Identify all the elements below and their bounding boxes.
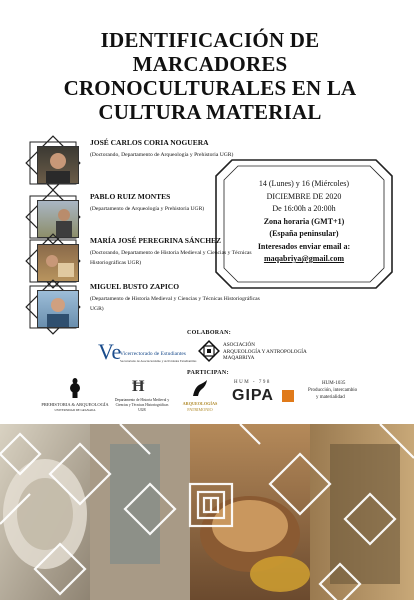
historia-line-2: Ciencias y Técnicas Historiográficas bbox=[115, 403, 169, 407]
hum1035-line-1: Producción, intercambio bbox=[308, 388, 358, 393]
arqueologias-text-2: PATRIMONIO bbox=[187, 407, 213, 412]
title-line-1: IDENTIFICACIÓN DE bbox=[100, 28, 320, 52]
speaker-dept: (Departamento de Arqueología y Prehistoria UGR) bbox=[90, 206, 205, 212]
speaker-name: MARÍA JOSÉ PEREGRINA SÁNCHEZ bbox=[90, 236, 222, 245]
event-info-box bbox=[214, 158, 394, 290]
colaboran-label: COLABORAN: bbox=[187, 330, 232, 336]
poster-title bbox=[40, 28, 380, 124]
archaeology-collage-banner bbox=[0, 424, 414, 600]
vicerrectorado-logo bbox=[98, 340, 198, 370]
title-line-4: CULTURA MATERIAL bbox=[98, 100, 322, 124]
vicerrectorado-subtext: Secretariado de Asociacionismo y Actividades Estudiantiles bbox=[120, 359, 197, 363]
event-timezone: Zona horaria (GMT+1) bbox=[263, 216, 345, 226]
asociacion-line-3: MAQABRIYA bbox=[223, 355, 255, 361]
speaker-name: JOSÉ CARLOS CORIA NOGUERA bbox=[90, 138, 209, 147]
prehistoria-text: PREHISTORIA & ARQUEOLOGÍA bbox=[41, 402, 109, 407]
event-month: DICIEMBRE DE 2020 bbox=[266, 191, 342, 201]
historia-line-1: Departamento de Historia Medieval y bbox=[114, 398, 170, 402]
hum798-text: HUM - 798 bbox=[234, 380, 271, 385]
hum1035-line-2: y materialidad bbox=[316, 395, 345, 400]
event-dates: 14 (Lunes) y 16 (Miércoles) bbox=[258, 179, 350, 188]
email-label: Interesados enviar email a: bbox=[257, 241, 351, 251]
speaker-dept: (Doctorando, Departamento de Arqueología y Prehistoria UGR) bbox=[90, 152, 234, 158]
historia-medieval-logo bbox=[107, 378, 177, 418]
speaker-photo bbox=[37, 146, 79, 184]
hum1035-code: HUM-1035 bbox=[322, 381, 346, 386]
asociacion-line-1: ASOCIACIÓN bbox=[223, 342, 255, 348]
collage-image-icon bbox=[0, 424, 414, 600]
arqueologias-text-1: ARQUEOLOGÍAS bbox=[182, 401, 218, 406]
speaker-name: PABLO RUIZ MONTES bbox=[90, 192, 171, 201]
prehistoria-logo bbox=[40, 378, 110, 414]
asociacion-line-2: ARQUEOLOGÍA Y ANTROPOLOGÍA bbox=[223, 348, 307, 355]
arqueologias-logo bbox=[176, 378, 224, 420]
speaker-name: MIGUEL BUSTO ZAPICO bbox=[90, 282, 180, 291]
historia-h-icon: Ħ bbox=[132, 378, 145, 395]
maqabriya-logo bbox=[198, 338, 328, 368]
gipa-square-icon bbox=[282, 390, 294, 402]
event-time: De 16:00h a 20:00h bbox=[272, 204, 336, 213]
hum1035-logo bbox=[308, 380, 378, 416]
ve-mark-icon: Ve bbox=[98, 339, 122, 364]
event-timezone-region: (España peninsular) bbox=[269, 229, 339, 238]
speaker-dept: (Doctorando, Departamento de Historia Medieval y Ciencias y Técnicas Historiográficas UGR) bbox=[90, 250, 252, 266]
bird-icon bbox=[189, 378, 211, 400]
maqabriya-emblem-icon bbox=[198, 340, 220, 362]
venus-figure-icon bbox=[69, 378, 81, 398]
title-line-3: CRONOCULTURALES EN LA bbox=[63, 76, 357, 100]
gipa-text: GIPA bbox=[232, 387, 274, 404]
prehistoria-subtext: UNIVERSIDAD DE GRANADA bbox=[54, 408, 96, 412]
contact-email-link[interactable]: maqabriya@gmail.com bbox=[263, 254, 345, 263]
gipa-logo bbox=[230, 380, 300, 410]
participan-label: PARTICIPAN: bbox=[187, 370, 229, 376]
speaker-photo bbox=[37, 290, 79, 328]
historia-line-3: UGR bbox=[138, 408, 146, 412]
title-line-2: MARCADORES bbox=[132, 52, 288, 76]
speaker-dept: (Departamento de Historia Medieval y Ciencias y Técnicas Historiográficas UGR) bbox=[90, 296, 260, 312]
vicerrectorado-text: Vicerrectorado de Estudiantes bbox=[120, 351, 186, 357]
